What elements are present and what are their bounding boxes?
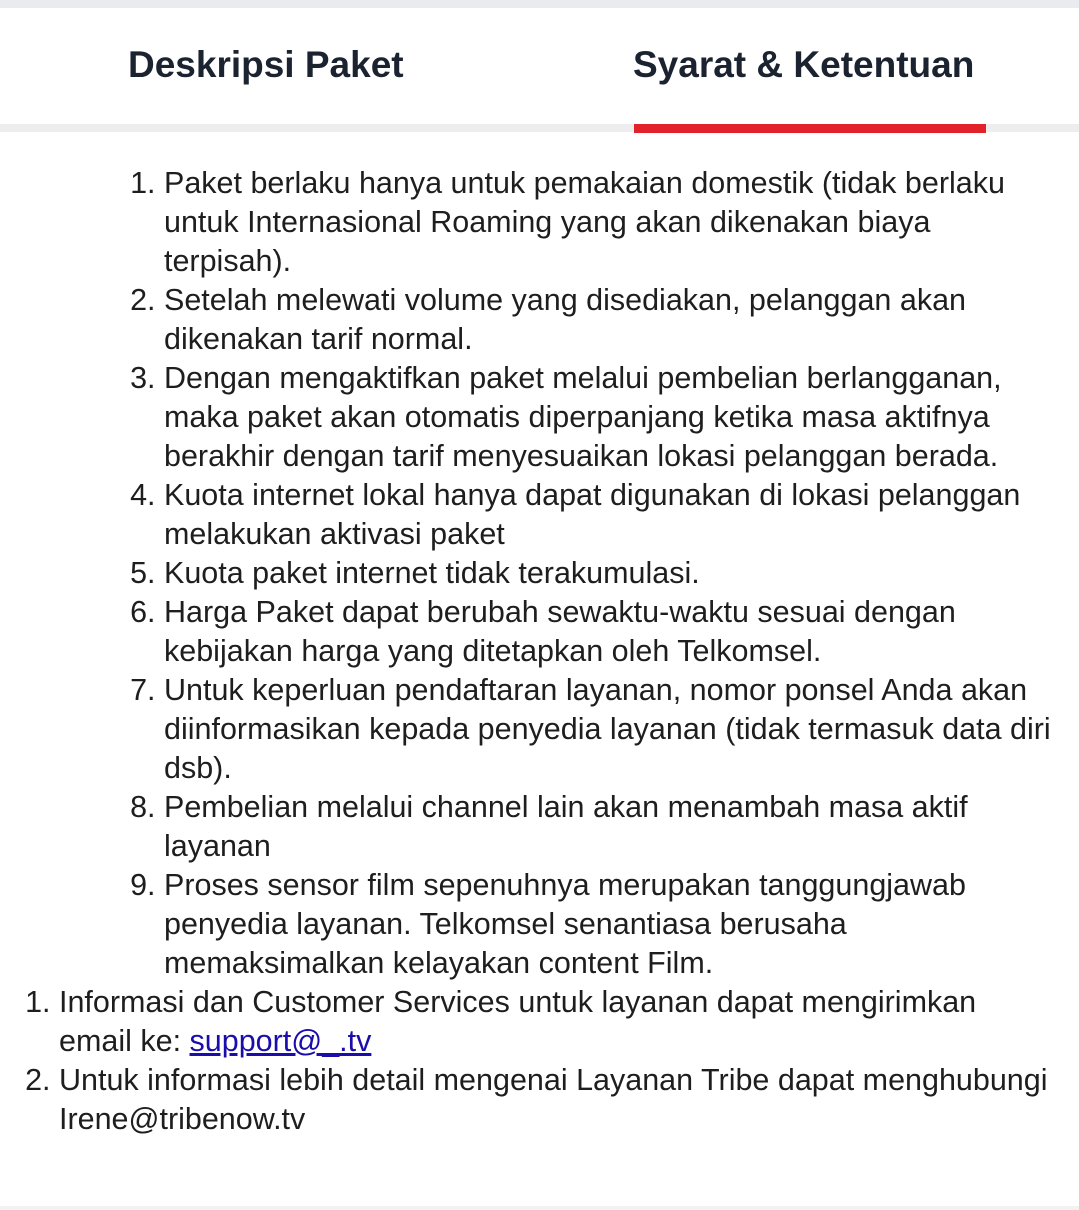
terms-item: 3. Dengan mengaktifkan paket melalui pembelian berlangganan, maka paket akan otomatis diperpanjang ketika masa aktifnya berakhir dengan tarif menyesuaikan lokasi pelanggan berada.: [164, 359, 1054, 476]
info-item-email: [59, 983, 1049, 1061]
info-list: [0, 983, 1049, 1139]
terms-item: 7. Untuk keperluan pendaftaran layanan, nomor ponsel Anda akan diinformasikan kepada penyedia layanan (tidak termasuk data diri dsb).: [164, 671, 1054, 788]
top-strip: [0, 0, 1079, 8]
terms-item: 1. Paket berlaku hanya untuk pemakaian domestik (tidak berlaku untuk Internasional Roaming yang akan dikenakan biaya terpisah).: [164, 164, 1054, 281]
terms-item: 6. Harga Paket dapat berubah sewaktu-waktu sesuai dengan kebijakan harga yang ditetapkan oleh Telkomsel.: [164, 593, 1054, 671]
terms-item: 4. Kuota internet lokal hanya dapat digunakan di lokasi pelanggan melakukan aktivasi paket: [164, 476, 1054, 554]
terms-item: 8. Pembelian melalui channel lain akan menambah masa aktif layanan: [164, 788, 1054, 866]
terms-item: 5. Kuota paket internet tidak terakumulasi.: [164, 554, 1054, 593]
active-tab-indicator: [634, 124, 986, 133]
terms-item: 9. Proses sensor film sepenuhnya merupakan tanggungjawab penyedia layanan. Telkomsel senantiasa berusaha memaksimalkan kelayakan content Film.: [164, 866, 1054, 983]
terms-item: 2. Setelah melewati volume yang disediakan, pelanggan akan dikenakan tarif normal.: [164, 281, 1054, 359]
terms-list: [0, 164, 1054, 983]
terms-content: [0, 164, 1079, 1139]
bottom-strip: [0, 1206, 1079, 1210]
info-item-contact: 2. Untuk informasi lebih detail mengenai Layanan Tribe dapat menghubungi Irene@tribenow.tv: [59, 1061, 1049, 1139]
info-item-text: Informasi dan Customer Services untuk layanan dapat mengirimkan email ke:: [59, 985, 977, 1058]
tab-bar: [0, 8, 1079, 132]
tab-syarat-ketentuan[interactable]: Syarat & Ketentuan: [633, 44, 975, 85]
tab-deskripsi-paket[interactable]: Deskripsi Paket: [128, 44, 404, 85]
support-email-link[interactable]: support@_.tv: [189, 1024, 372, 1058]
